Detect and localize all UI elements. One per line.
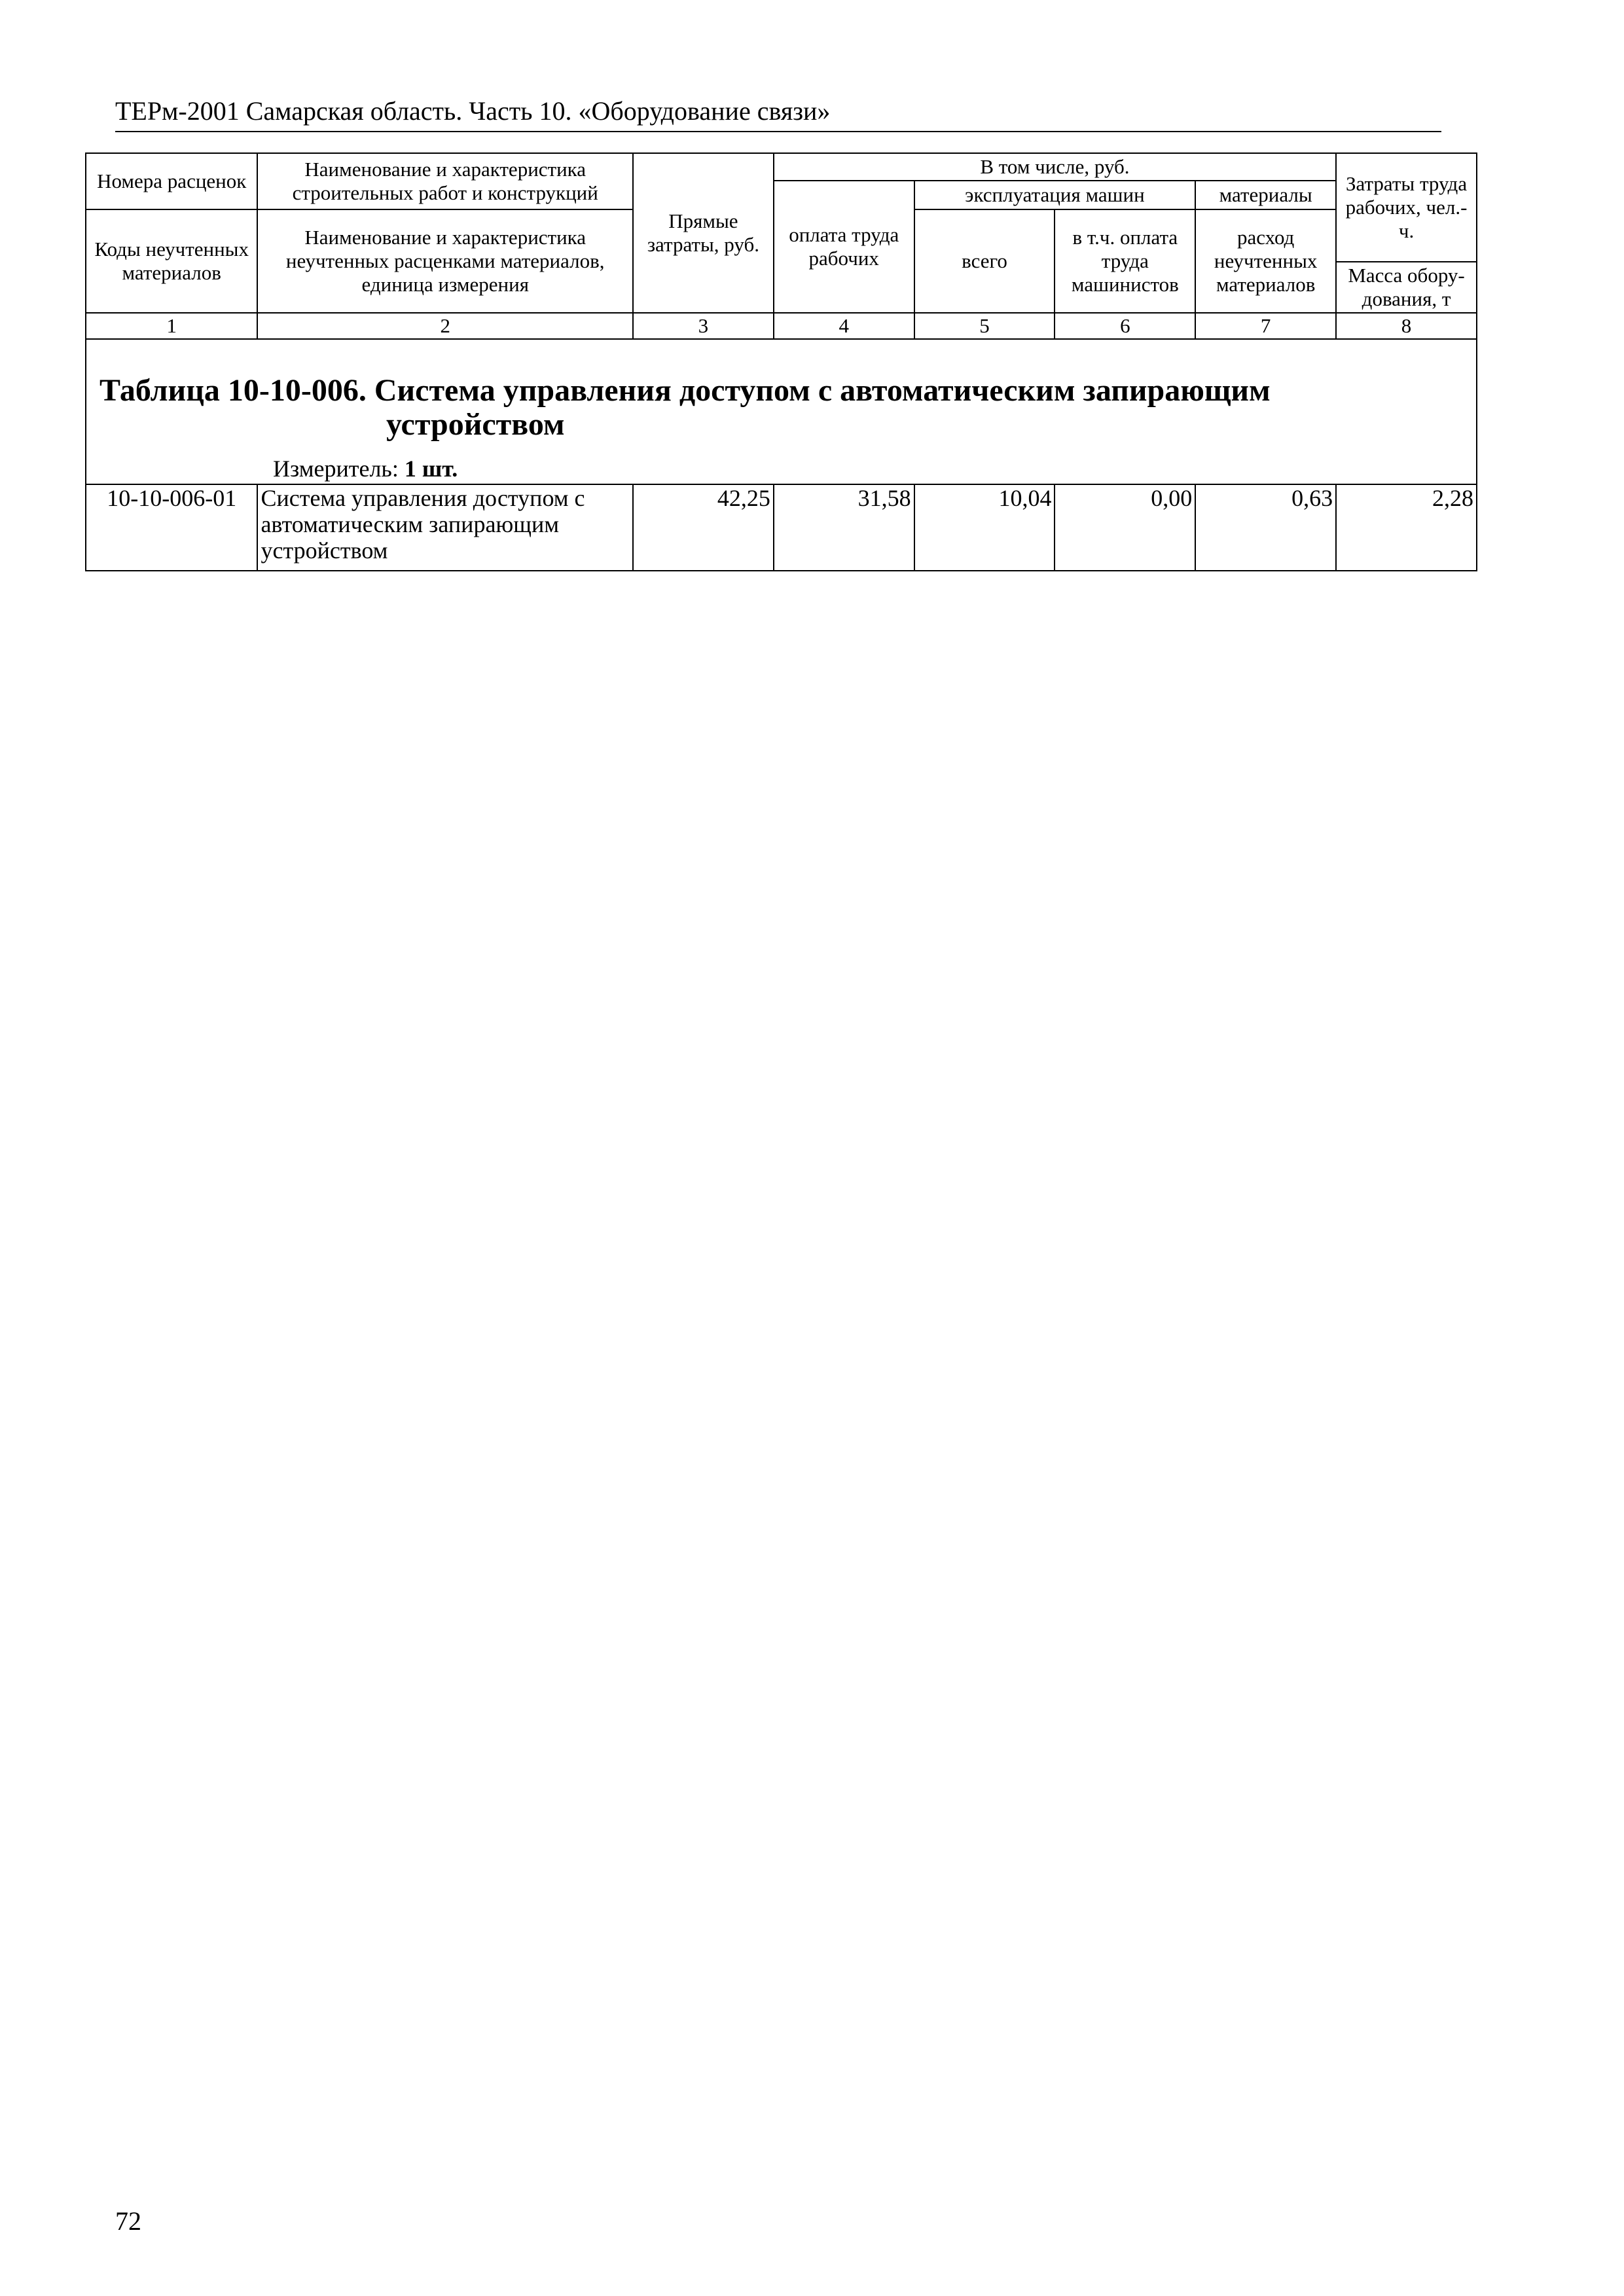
- header-machinist-pay: в т.ч. оплата труда машинистов: [1055, 209, 1195, 313]
- header-machines-group: эксплуатация машин: [914, 181, 1196, 209]
- header-labor-pay: оплата труда рабочих: [774, 181, 914, 313]
- header-including-group: В том числе, руб.: [774, 153, 1336, 181]
- machinist-pay-value: 0,00: [1055, 484, 1195, 571]
- header-rate-numbers: Номера расценок: [86, 153, 257, 209]
- direct-costs-value: 42,25: [633, 484, 774, 571]
- table-row: [86, 484, 1477, 571]
- section-title-cell: [86, 339, 1477, 484]
- column-number: 7: [1195, 313, 1336, 339]
- section-title: Таблица 10-10-006. Система управления доступом с автоматическим запирающим: [99, 373, 1271, 408]
- column-number: 1: [86, 313, 257, 339]
- column-number: 6: [1055, 313, 1195, 339]
- rate-name: Система управления доступом с автоматическим запирающим устройством: [257, 484, 633, 571]
- materials-value: 0,63: [1195, 484, 1336, 571]
- running-header: ТЕРм-2001 Самарская область. Часть 10. «Оборудование связи»: [115, 96, 1441, 132]
- header-equipment-mass: Масса обору-дования, т: [1336, 262, 1477, 313]
- header-material-names: Наименование и характеристика неучтенных расценками материалов, единица измерения: [257, 209, 633, 313]
- header-material-codes: Коды неучтенных материалов: [86, 209, 257, 313]
- measure-unit: [273, 455, 458, 482]
- column-number: 5: [914, 313, 1055, 339]
- column-number: 8: [1336, 313, 1477, 339]
- measure-label: Измеритель:: [273, 456, 399, 482]
- measure-value: 1 шт.: [404, 456, 458, 482]
- header-materials-consumption: расход неучтенных материалов: [1195, 209, 1336, 313]
- header-materials-group: материалы: [1195, 181, 1336, 209]
- header-labor-hours: Затраты труда рабочих, чел.-ч.: [1336, 153, 1477, 262]
- section-title-continuation: устройством: [386, 407, 565, 442]
- header-machines-total: всего: [914, 209, 1055, 313]
- header-work-name: Наименование и характеристика строительных работ и конструкций: [257, 153, 633, 209]
- labor-hours-value: 2,28: [1336, 484, 1477, 571]
- column-number: 4: [774, 313, 914, 339]
- rates-table: [85, 152, 1477, 571]
- page-number: 72: [115, 2206, 141, 2236]
- column-number: 2: [257, 313, 633, 339]
- header-direct-costs: Прямые затраты, руб.: [633, 153, 774, 313]
- labor-pay-value: 31,58: [774, 484, 914, 571]
- machines-total-value: 10,04: [914, 484, 1055, 571]
- rate-code: 10-10-006-01: [86, 484, 257, 571]
- column-number: 3: [633, 313, 774, 339]
